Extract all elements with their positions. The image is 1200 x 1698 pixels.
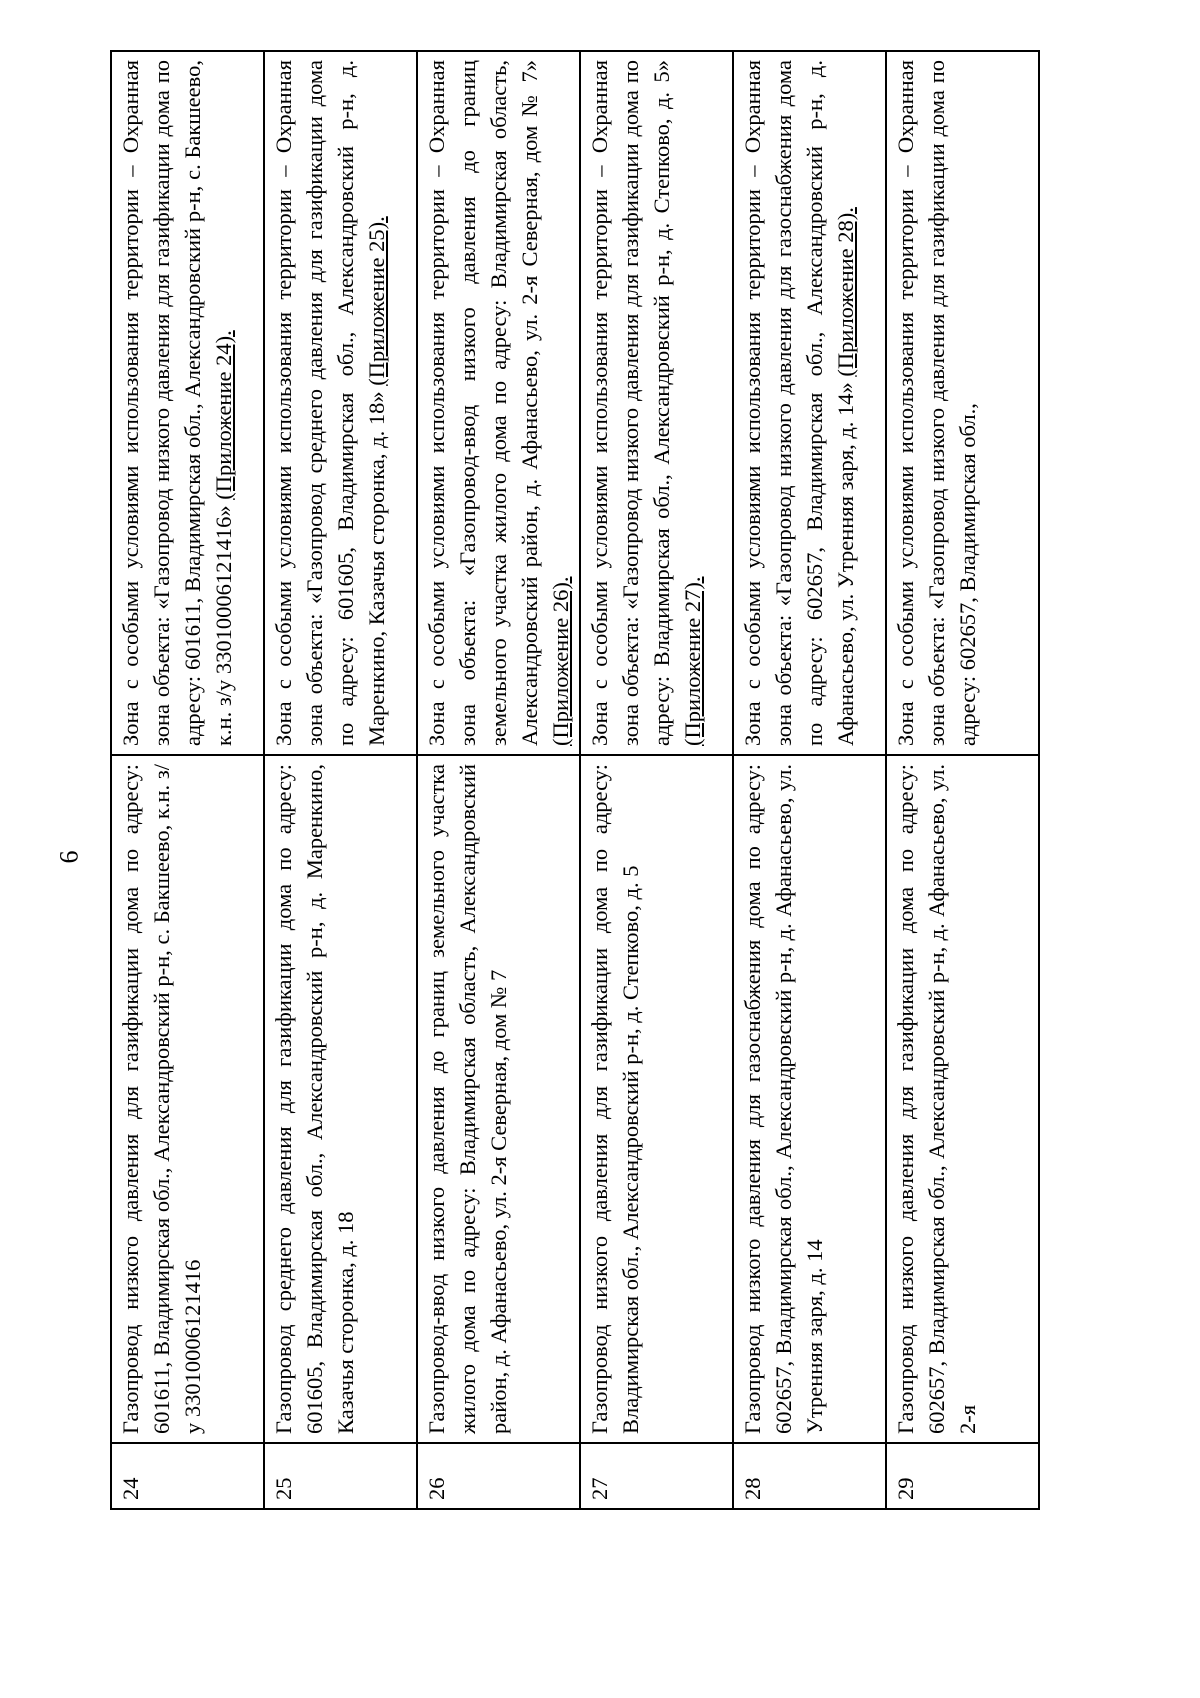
page-number: 6 (54, 850, 84, 864)
object-description: Газопровод низкого давления для газификации дома по адресу: 601611, Владимирская обл., Александровский р-н, с. Бакшеево, к.н. з/у 33010006121416 (111, 755, 264, 1443)
zone-description (417, 51, 580, 755)
zones-table (110, 50, 1040, 1510)
zone-description (733, 51, 886, 755)
appendix-reference: (Приложение 27). (680, 576, 705, 746)
zone-text: Зона с особыми условиями использования территории – Охранная зона объекта: «Газопровод низкого давления для газоснабжения дома по адресу: 602657, Владимирская обл., Александровский р-н, д. Афанасьево, ул. Утренняя заря, д. 14» (740, 60, 858, 746)
appendix-reference: (Приложение 24). (211, 330, 236, 500)
appendix-reference: (Приложение 28). (833, 207, 858, 377)
row-number: 28 (733, 1443, 886, 1509)
row-number: 29 (886, 1443, 1039, 1509)
zone-description (886, 51, 1039, 755)
object-description: Газопровод среднего давления для газификации дома по адресу: 601605, Владимирская обл., Александровский р-н, д. Маренкино, Казачья сторонка, д. 18 (264, 755, 417, 1443)
table-row (417, 51, 580, 1509)
appendix-reference: (Приложение 26). (548, 576, 573, 746)
zone-text: Зона с особыми условиями использования территории – Охранная зона объекта: «Газопровод низкого давления для газификации дома по адресу: 602657, Владимирская обл., (893, 60, 980, 746)
object-description: Газопровод-ввод низкого давления до границ земельного участка жилого дома по адресу: Владимирская область, Александровский район, д. Афанасьево, ул. 2-я Северная, дом № 7 (417, 755, 580, 1443)
rotated-table-wrapper (110, 50, 1030, 1510)
appendix-reference: (Приложение 25). (364, 216, 389, 386)
table-row (264, 51, 417, 1509)
row-number: 24 (111, 1443, 264, 1509)
table-row (111, 51, 264, 1509)
row-number: 26 (417, 1443, 580, 1509)
zone-description (111, 51, 264, 755)
table-row (886, 51, 1039, 1509)
object-description: Газопровод низкого давления для газификации дома по адресу: 602657, Владимирская обл., Александровский р-н, д. Афанасьево, ул. 2-я (886, 755, 1039, 1443)
zone-text: Зона с особыми условиями использования территории – Охранная зона объекта: «Газопровод низкого давления для газификации дома по адресу: 601611, Владимирская обл., Александровский р-н, с. Бакшеево, к.н. з/у 33010006121416» (118, 60, 236, 746)
object-description: Газопровод низкого давления для газоснабжения дома по адресу: 602657, Владимирская обл., Александровский р-н, д. Афанасьево, ул. Утренняя заря, д. 14 (733, 755, 886, 1443)
zone-text: Зона с особыми условиями использования территории – Охранная зона объекта: «Газопровод среднего давления для газификации дома по адресу: 601605, Владимирская обл., Александровский р-н, д. Маренкино, Казачья сторонка, д. 18» (271, 60, 389, 746)
table-row (580, 51, 733, 1509)
object-description: Газопровод низкого давления для газификации дома по адресу: Владимирская обл., Александровский р-н, д. Степково, д. 5 (580, 755, 733, 1443)
zone-text: Зона с особыми условиями использования территории – Охранная зона объекта: «Газопровод низкого давления для газификации дома по адресу: Владимирская обл., Александровский р-н, д. Степково, д. 5» (587, 60, 674, 746)
row-number: 27 (580, 1443, 733, 1509)
zone-text: Зона с особыми условиями использования территории – Охранная зона объекта: «Газопровод-ввод низкого давления до границ земельного участка жилого дома по адресу: Владимирская область, Александровский район, д. Афанасьево, ул. 2-я Северная, дом № 7» (424, 60, 542, 746)
zone-description (580, 51, 733, 755)
table-row (733, 51, 886, 1509)
row-number: 25 (264, 1443, 417, 1509)
zone-description (264, 51, 417, 755)
